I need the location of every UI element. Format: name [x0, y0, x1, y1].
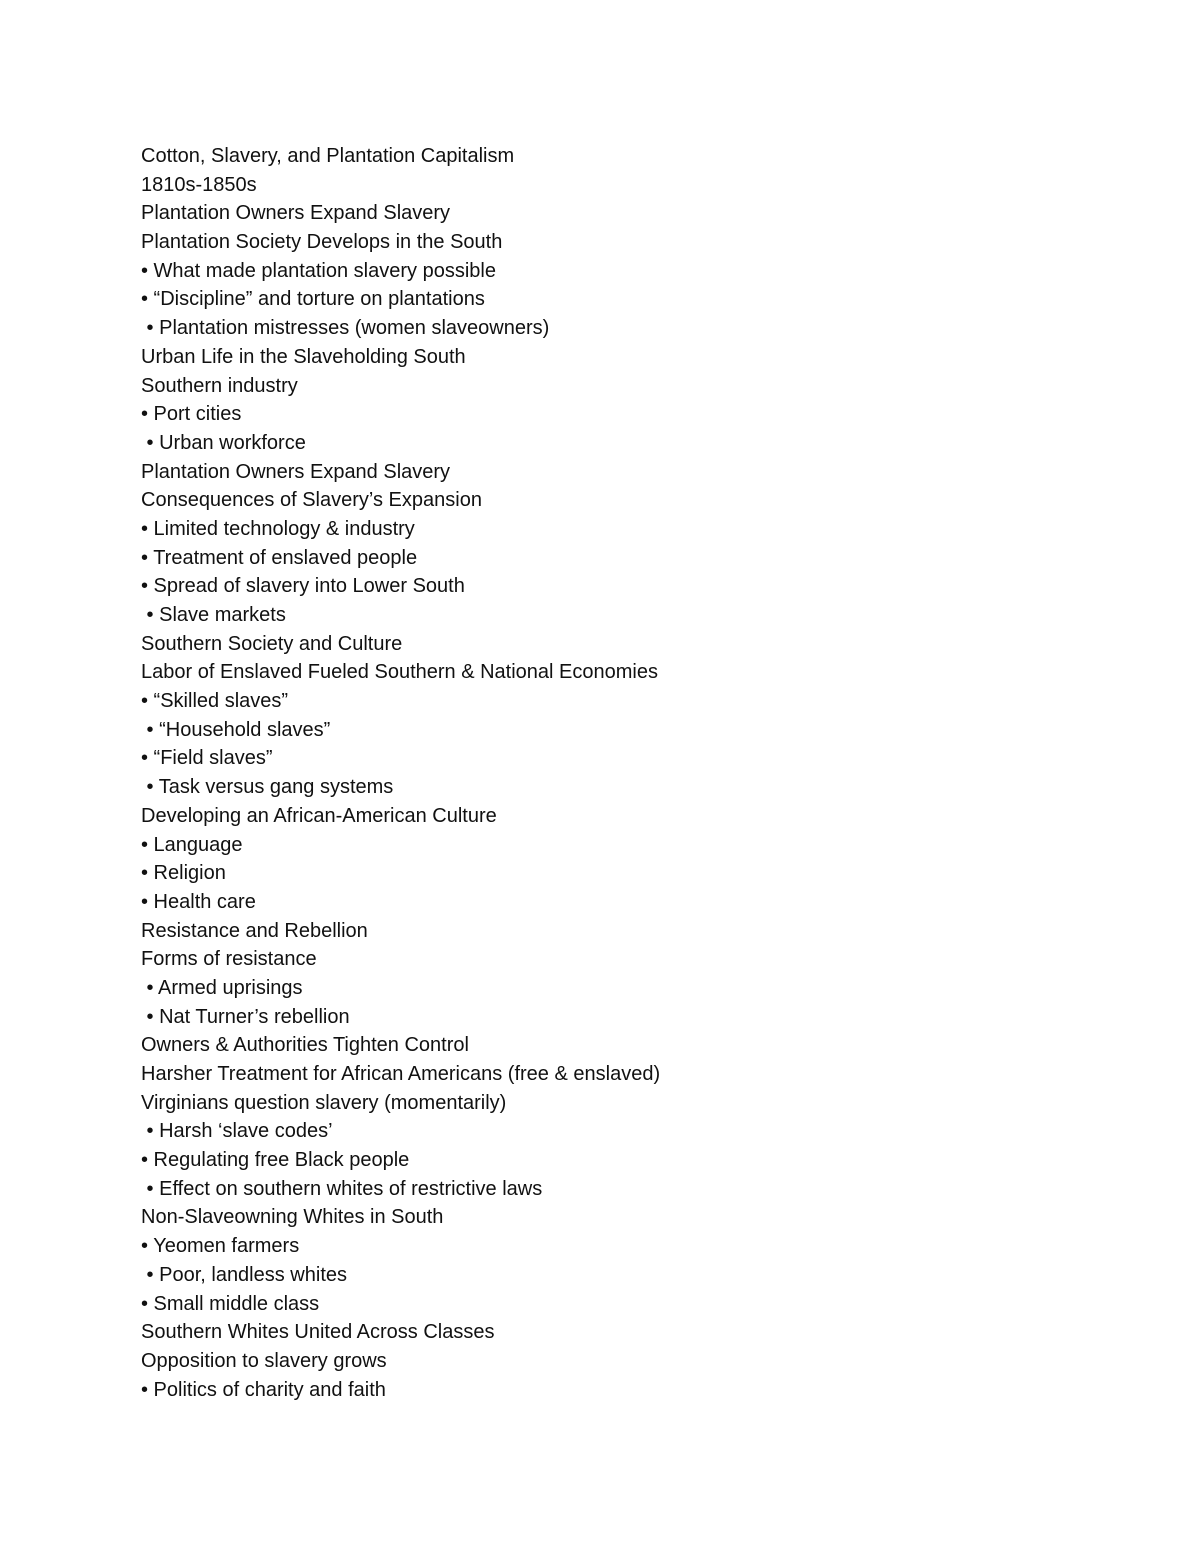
section-heading: Southern Whites United Across Classes: [141, 1321, 495, 1344]
subsection-heading: Harsher Treatment for African Americans (free & enslaved): [141, 1063, 661, 1085]
bullet-item: • “Skilled slaves”: [141, 690, 289, 713]
subsection-heading: Urban Life in the Slaveholding South: [141, 345, 466, 368]
section-heading: Resistance and Rebellion: [141, 919, 368, 942]
date-range: 1810s-1850s: [141, 173, 257, 196]
bullet-item: • Small middle class: [141, 1292, 320, 1315]
subsection-heading: Virginians question slavery (momentarily): [141, 1091, 507, 1114]
bullet-item: • Urban workforce: [141, 431, 306, 454]
bullet-item: • Nat Turner’s rebellion: [141, 1005, 350, 1028]
section-heading: Plantation Owners Expand Slavery: [141, 460, 451, 483]
bullet-item: • Treatment of enslaved people: [141, 546, 418, 569]
subsection-heading: Consequences of Slavery’s Expansion: [141, 489, 482, 512]
document-title: Cotton, Slavery, and Plantation Capitalism: [141, 145, 515, 167]
bullet-item: • Slave markets: [141, 604, 286, 626]
section-heading: Owners & Authorities Tighten Control: [141, 1034, 469, 1057]
subsection-heading: Forms of resistance: [141, 948, 317, 971]
bullet-item: • Armed uprisings: [141, 976, 303, 999]
bullet-item: • Regulating free Black people: [141, 1149, 410, 1172]
subsection-heading: Developing an African-American Culture: [141, 804, 497, 827]
subsection-heading: Non-Slaveowning Whites in South: [141, 1206, 444, 1229]
bullet-item: • Spread of slavery into Lower South: [141, 575, 465, 598]
bullet-item: • Plantation mistresses (women slaveowners): [141, 317, 550, 340]
section-heading: Plantation Owners Expand Slavery: [141, 202, 451, 225]
bullet-item: • Health care: [141, 890, 256, 913]
bullet-item: • Port cities: [141, 403, 242, 426]
subsection-heading: Opposition to slavery grows: [141, 1349, 387, 1372]
bullet-item: • Politics of charity and faith: [141, 1378, 386, 1401]
bullet-item: • What made plantation slavery possible: [141, 259, 496, 282]
bullet-item: • Language: [141, 833, 243, 856]
bullet-item: • Religion: [141, 862, 226, 885]
subsection-heading: Labor of Enslaved Fueled Southern & National Economies: [141, 661, 658, 684]
subsection-heading: Southern industry: [141, 374, 298, 397]
bullet-item: • Limited technology & industry: [141, 517, 415, 540]
bullet-item: • Effect on southern whites of restrictive laws: [141, 1177, 543, 1200]
bullet-item: • “Field slaves”: [141, 747, 273, 770]
bullet-item: • Harsh ‘slave codes’: [141, 1120, 333, 1143]
section-heading: Southern Society and Culture: [141, 632, 403, 655]
bullet-item: • “Discipline” and torture on plantations: [141, 288, 485, 311]
bullet-item: • Poor, landless whites: [141, 1263, 347, 1286]
bullet-item: • Task versus gang systems: [141, 776, 394, 799]
bullet-item: • Yeomen farmers: [141, 1235, 300, 1258]
bullet-item: • “Household slaves”: [141, 718, 331, 741]
document-body: [141, 142, 1041, 1404]
subsection-heading: Plantation Society Develops in the South: [141, 231, 503, 254]
